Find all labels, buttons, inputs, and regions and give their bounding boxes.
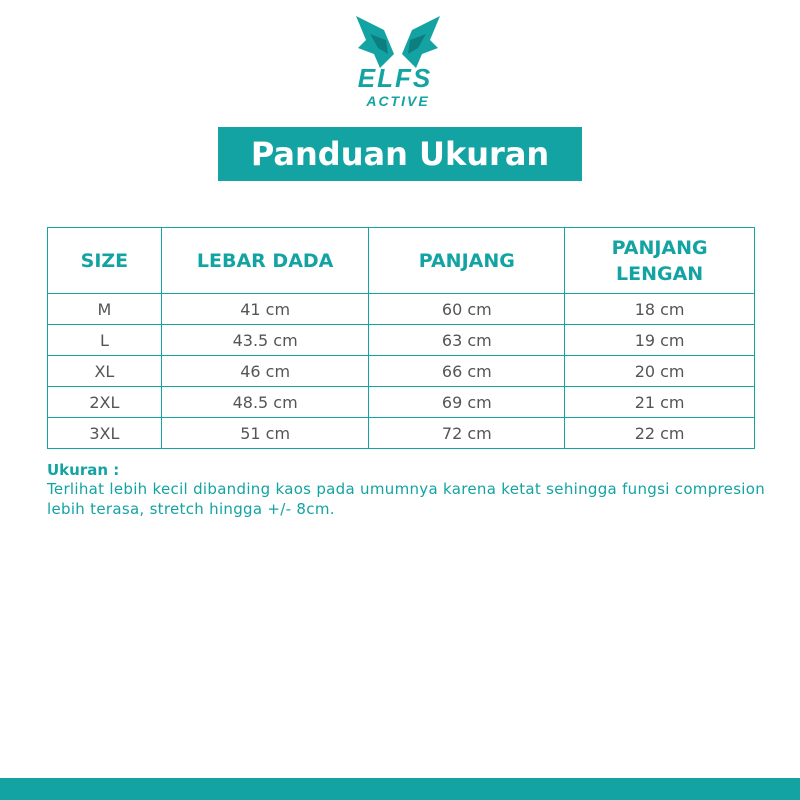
table-row <box>48 325 755 356</box>
cell-chest-width: 43.5 cm <box>161 325 369 356</box>
cell-chest-width: 46 cm <box>161 356 369 387</box>
cell-chest-width: 48.5 cm <box>161 387 369 418</box>
cell-size: 2XL <box>48 387 162 418</box>
note-title: Ukuran : <box>47 461 120 479</box>
table-row <box>48 356 755 387</box>
cell-sleeve-length: 18 cm <box>565 294 755 325</box>
table-row <box>48 387 755 418</box>
footer-bar <box>0 778 800 800</box>
size-chart-table <box>47 227 755 449</box>
table-header-row <box>48 228 755 294</box>
cell-sleeve-length: 20 cm <box>565 356 755 387</box>
header-size: SIZE <box>48 228 162 294</box>
cell-chest-width: 41 cm <box>161 294 369 325</box>
wings-icon <box>350 14 446 68</box>
cell-size: L <box>48 325 162 356</box>
header-length: PANJANG <box>369 228 565 294</box>
note-text: Terlihat lebih kecil dibanding kaos pada umumnya karena ketat sehingga fungsi compresion lebih terasa, stretch hingga +/- 8cm. <box>47 480 766 518</box>
cell-length: 63 cm <box>369 325 565 356</box>
table-row <box>48 294 755 325</box>
cell-size: XL <box>48 356 162 387</box>
size-note <box>47 461 767 519</box>
brand-logo <box>340 14 460 110</box>
cell-length: 72 cm <box>369 418 565 449</box>
page-title: Panduan Ukuran <box>218 127 582 181</box>
brand-name: ELFS <box>357 63 433 93</box>
cell-size: M <box>48 294 162 325</box>
brand-subname: ACTIVE <box>366 93 430 109</box>
cell-length: 66 cm <box>369 356 565 387</box>
cell-chest-width: 51 cm <box>161 418 369 449</box>
cell-length: 60 cm <box>369 294 565 325</box>
cell-sleeve-length: 21 cm <box>565 387 755 418</box>
cell-sleeve-length: 22 cm <box>565 418 755 449</box>
header-chest-width: LEBAR DADA <box>161 228 369 294</box>
cell-size: 3XL <box>48 418 162 449</box>
header-sleeve-length: PANJANG LENGAN <box>565 228 755 294</box>
table-row <box>48 418 755 449</box>
cell-sleeve-length: 19 cm <box>565 325 755 356</box>
cell-length: 69 cm <box>369 387 565 418</box>
